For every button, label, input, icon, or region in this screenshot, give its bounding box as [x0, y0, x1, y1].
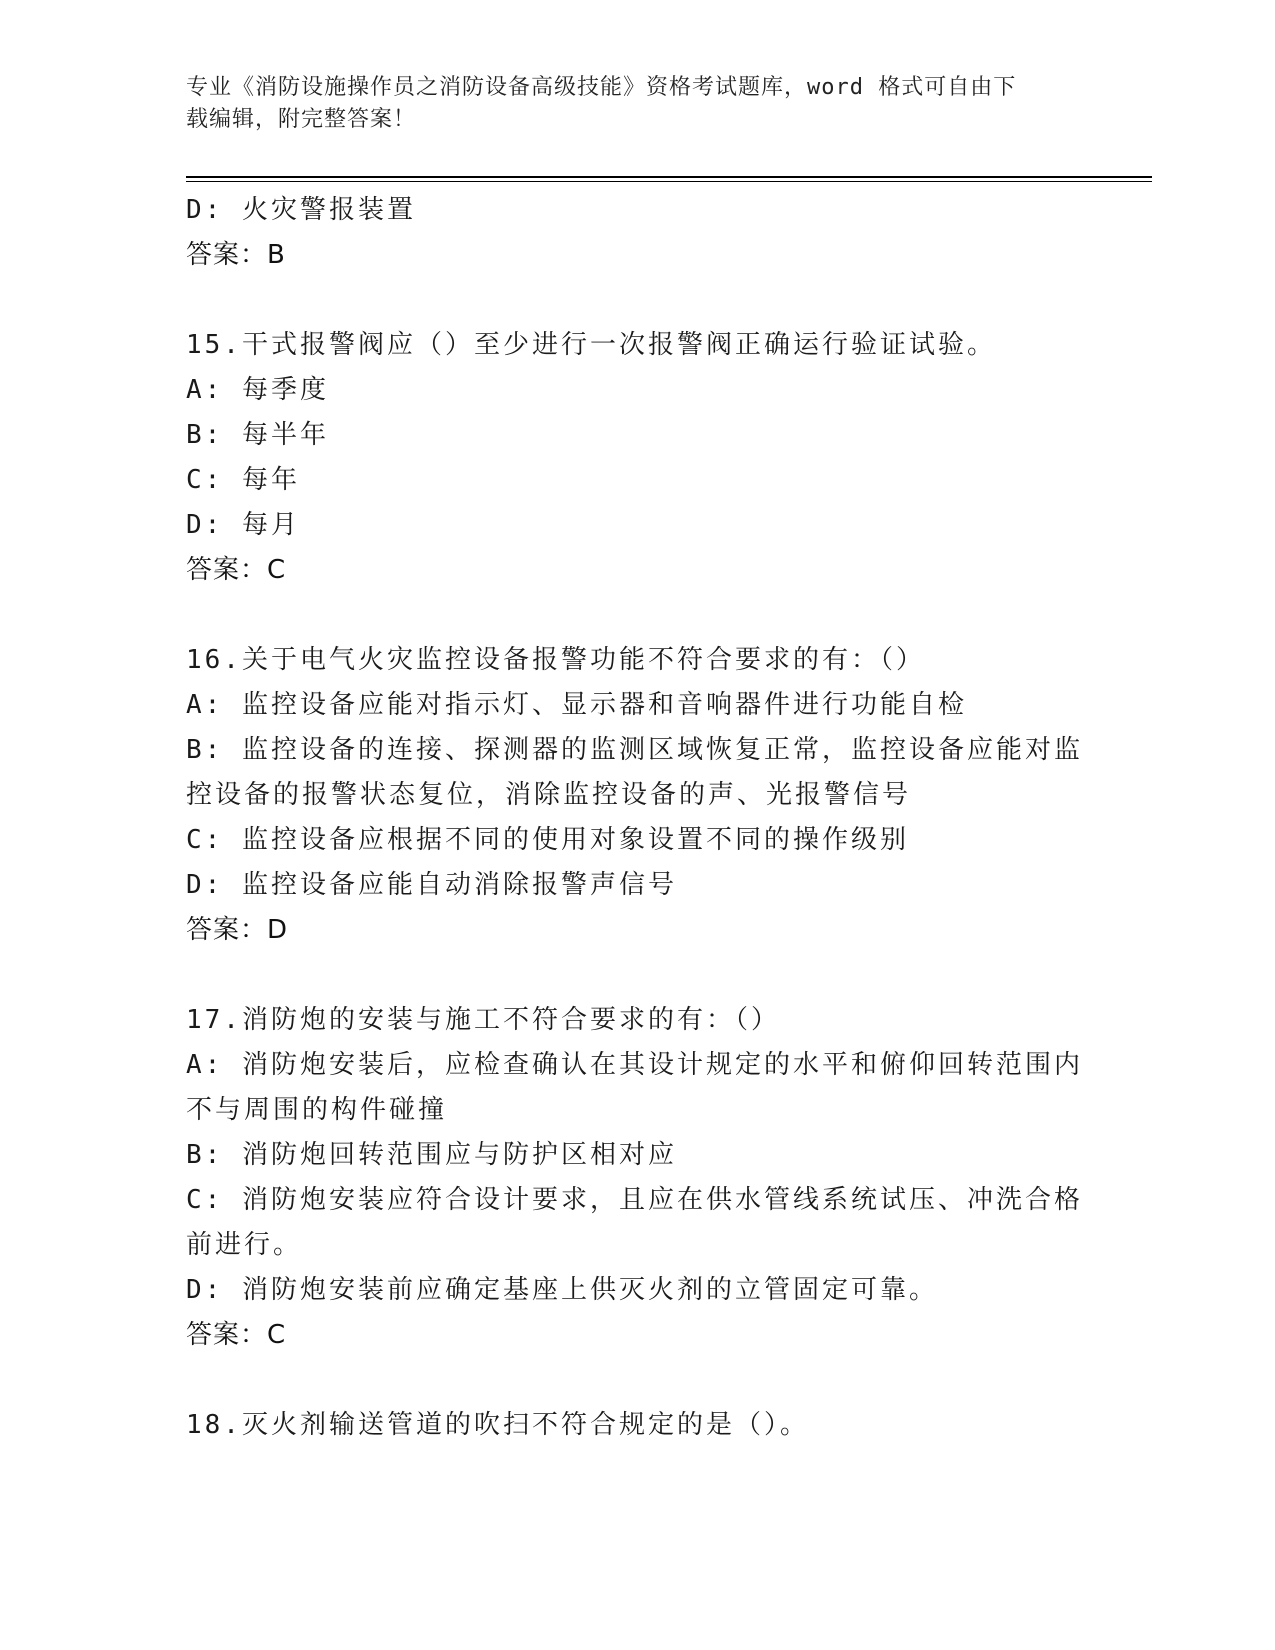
header-rule-thick [186, 176, 1152, 178]
question-stem: 16.关于电气火灾监控设备报警功能不符合要求的有：（） [186, 645, 925, 675]
option-a-line-1: A: 消防炮安装后，应检查确认在其设计规定的水平和俯仰回转范围内 [186, 1050, 1083, 1080]
option-d: D: 每月 [186, 510, 300, 540]
question-stem: 18.灭火剂输送管道的吹扫不符合规定的是（）。 [186, 1410, 809, 1440]
option-c: C: 监控设备应根据不同的使用对象设置不同的操作级别 [186, 825, 909, 855]
question-15 [186, 323, 1086, 593]
option-d: D: 消防炮安装前应确定基座上供灭火剂的立管固定可靠。 [186, 1275, 938, 1305]
header-line-1: 专业《消防设施操作员之消防设备高级技能》资格考试题库，word 格式可自由下 [186, 75, 1017, 100]
question-17 [186, 998, 1086, 1358]
option-b: B: 消防炮回转范围应与防护区相对应 [186, 1140, 677, 1170]
option-c: C: 每年 [186, 465, 300, 495]
option-b-line-2: 控设备的报警状态复位，消除监控设备的声、光报警信号 [186, 780, 912, 810]
option-c-line-2: 前进行。 [186, 1230, 303, 1260]
option-a-line-2: 不与周围的构件碰撞 [186, 1095, 448, 1125]
question-stem: 15.干式报警阀应（）至少进行一次报警阀正确运行验证试验。 [186, 330, 996, 360]
answer-line: 答案：C [186, 1320, 287, 1350]
question-16 [186, 638, 1086, 953]
spacer [186, 593, 1086, 638]
spacer [186, 1358, 1086, 1403]
spacer [186, 278, 1086, 323]
option-a: A: 每季度 [186, 375, 329, 405]
option-b: B: 每半年 [186, 420, 329, 450]
question-list [186, 188, 1086, 1448]
option-b-line-1: B: 监控设备的连接、探测器的监测区域恢复正常，监控设备应能对监 [186, 735, 1083, 765]
page-header [186, 72, 1086, 136]
option-d: D: 监控设备应能自动消除报警声信号 [186, 870, 677, 900]
header-rule-thin [186, 181, 1152, 182]
spacer [186, 953, 1086, 998]
answer-line: 答案：C [186, 555, 287, 585]
question-stem: 17.消防炮的安装与施工不符合要求的有：（） [186, 1005, 780, 1035]
question-18 [186, 1403, 1086, 1448]
option-c-line-1: C: 消防炮安装应符合设计要求，且应在供水管线系统试压、冲洗合格 [186, 1185, 1083, 1215]
answer-line: 答案：D [186, 915, 289, 945]
answer-line: 答案：B [186, 240, 286, 270]
previous-question-tail [186, 188, 1086, 278]
option-d: D: 火灾警报装置 [186, 195, 416, 225]
header-line-2: 载编辑，附完整答案！ [186, 107, 417, 132]
option-a: A: 监控设备应能对指示灯、显示器和音响器件进行功能自检 [186, 690, 967, 720]
